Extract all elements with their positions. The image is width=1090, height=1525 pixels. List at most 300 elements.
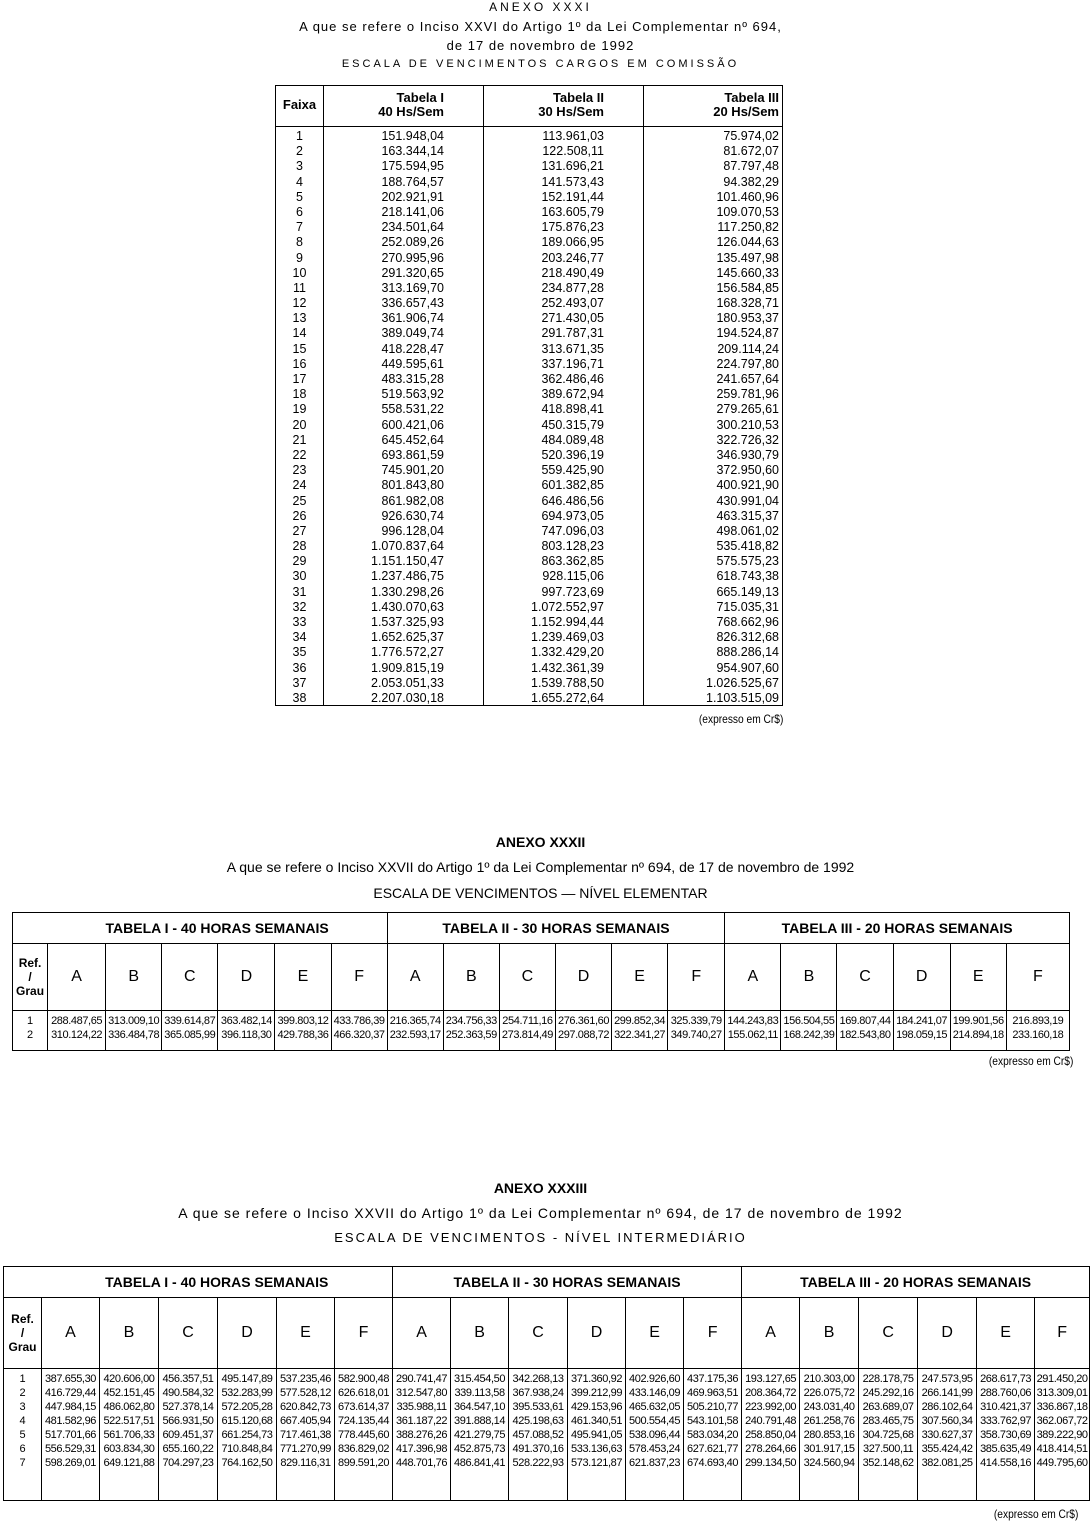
value-cell: 433.146,09 xyxy=(629,1387,681,1399)
faixa-header: Faixa xyxy=(282,97,317,112)
column-header: E xyxy=(950,944,1006,1011)
faixa-cell: 19 xyxy=(292,402,307,416)
value-cell: 491.370,16 xyxy=(512,1443,564,1455)
value-cell: 519.563,92 xyxy=(381,387,444,401)
column-header: A xyxy=(742,1298,800,1369)
value-cell: 1.152.994,44 xyxy=(531,615,604,629)
value-cell: 243.031,40 xyxy=(803,1401,855,1413)
value-cell: 826.312,68 xyxy=(716,630,779,644)
value-cell: 291.320,65 xyxy=(381,266,444,280)
value-cell: 1.539.788,50 xyxy=(531,676,604,690)
value-cell: 145.660,33 xyxy=(716,266,779,280)
value-cell: 573.121,87 xyxy=(571,1457,623,1469)
faixa-cell: 7 xyxy=(296,220,303,234)
value-cell: 216.365,74 xyxy=(389,1015,441,1027)
value-cell: 301.917,15 xyxy=(803,1443,855,1455)
ref-grau-header xyxy=(4,1298,42,1369)
column-header: E xyxy=(277,1298,335,1369)
value-cell: 389.672,94 xyxy=(541,387,604,401)
value-cell: 674.693,40 xyxy=(687,1457,739,1469)
value-cell: 335.988,11 xyxy=(396,1401,447,1413)
value-cell: 486.062,80 xyxy=(103,1401,155,1413)
value-cell: 801.843,80 xyxy=(381,478,444,492)
anexo31-subtitle-1: A que se refere o Inciso XXVI do Artigo 1º da Lei Complementar nº 694, xyxy=(299,19,782,34)
value-column xyxy=(918,1369,977,1501)
column-header: C xyxy=(499,944,555,1011)
value-cell: 421.279,75 xyxy=(454,1429,506,1441)
value-cell: 601.382,85 xyxy=(541,478,604,492)
value-cell: 448.701,76 xyxy=(396,1457,448,1469)
value-cell: 764.162,50 xyxy=(221,1457,273,1469)
grade-number: 1 xyxy=(19,1373,26,1385)
column-header: C xyxy=(162,944,218,1011)
anexo33-note: (expresso em Cr$) xyxy=(993,1507,1078,1521)
value-cell: 618.743,38 xyxy=(716,569,779,583)
value-cell: 226.075,72 xyxy=(803,1387,855,1399)
value-cell: 135.497,98 xyxy=(716,251,779,265)
value-cell: 312.547,80 xyxy=(396,1387,448,1399)
value-column xyxy=(100,1369,159,1501)
value-column xyxy=(977,1369,1035,1501)
value-cell: 342.268,13 xyxy=(512,1373,564,1385)
value-column xyxy=(742,1369,800,1501)
column-header: F xyxy=(1035,1298,1090,1369)
value-cell: 899.591,20 xyxy=(338,1457,390,1469)
value-cell: 997.723,69 xyxy=(541,585,604,599)
table-row xyxy=(276,311,782,326)
value-cell: 279.265,61 xyxy=(716,402,779,416)
value-cell: 151.948,04 xyxy=(381,129,444,143)
value-cell: 768.662,96 xyxy=(716,615,779,629)
table-row xyxy=(276,387,782,402)
value-cell: 437.175,36 xyxy=(687,1373,739,1385)
faixa-cell: 2 xyxy=(296,144,303,158)
value-cell: 694.973,05 xyxy=(541,509,604,523)
value-cell: 745.901,20 xyxy=(381,463,444,477)
corner-cell xyxy=(4,1267,42,1298)
value-cell: 193.127,65 xyxy=(745,1373,797,1385)
value-cell: 94.382,29 xyxy=(723,175,779,189)
value-cell: 996.128,04 xyxy=(381,524,444,538)
column-header: A xyxy=(393,1298,451,1369)
faixa-cell: 17 xyxy=(292,372,307,386)
value-column xyxy=(162,1011,218,1051)
value-cell: 693.861,59 xyxy=(381,448,444,462)
faixa-cell: 6 xyxy=(296,205,303,219)
value-column xyxy=(950,1011,1006,1051)
value-cell: 363.482,14 xyxy=(220,1015,272,1027)
value-cell: 163.605,79 xyxy=(541,205,604,219)
value-cell: 1.237.486,75 xyxy=(371,569,444,583)
value-cell: 266.141,99 xyxy=(921,1387,973,1399)
value-cell: 382.081,25 xyxy=(921,1457,973,1469)
value-cell: 517.701,66 xyxy=(44,1429,97,1441)
value-cell: 645.452,64 xyxy=(381,433,444,447)
faixa-cell: 18 xyxy=(292,387,307,401)
value-cell: 1.026.525,67 xyxy=(706,676,779,690)
column-header: E xyxy=(977,1298,1035,1369)
value-cell: 156.584,85 xyxy=(716,281,779,295)
value-cell: 395.533,61 xyxy=(512,1401,564,1413)
ref-grau-label: Ref. xyxy=(11,1312,34,1326)
value-cell: 500.554,45 xyxy=(629,1415,681,1427)
value-cell: 240.791,48 xyxy=(745,1415,797,1427)
faixa-cell: 5 xyxy=(296,190,303,204)
value-cell: 362.486,46 xyxy=(541,372,604,386)
table-row xyxy=(276,676,782,691)
value-cell: 81.672,07 xyxy=(723,144,779,158)
value-cell: 861.982,08 xyxy=(381,494,444,508)
value-cell: 528.222,93 xyxy=(512,1457,564,1469)
value-cell: 180.953,37 xyxy=(716,311,779,325)
value-column xyxy=(725,1011,781,1051)
value-cell: 210.303,00 xyxy=(803,1373,855,1385)
value-cell: 364.547,10 xyxy=(454,1401,506,1413)
anexo31-subtitle-3: ESCALA DE VENCIMENTOS CARGOS EM COMISSÃO xyxy=(341,58,740,70)
value-cell: 1.909.815,19 xyxy=(371,661,444,675)
faixa-cell: 14 xyxy=(292,326,307,340)
value-cell: 449.595,61 xyxy=(381,357,444,371)
column-header: C xyxy=(159,1298,218,1369)
value-cell: 520.396,19 xyxy=(541,448,604,462)
value-cell: 538.096,44 xyxy=(629,1429,681,1441)
value-cell: 339.614,87 xyxy=(164,1015,216,1027)
value-cell: 863.362,85 xyxy=(541,554,604,568)
value-column xyxy=(218,1011,275,1051)
value-column xyxy=(42,1369,100,1501)
column-header: F xyxy=(1006,944,1069,1011)
faixa-cell: 37 xyxy=(292,676,307,690)
value-cell: 361.187,22 xyxy=(396,1415,448,1427)
value-cell: 389.222,90 xyxy=(1036,1429,1088,1441)
table-row xyxy=(276,585,782,600)
value-cell: 463.315,37 xyxy=(716,509,779,523)
value-cell: 313.309,01 xyxy=(1036,1387,1088,1399)
value-cell: 310.421,37 xyxy=(980,1401,1032,1413)
value-cell: 1.776.572,27 xyxy=(371,645,444,659)
faixa-cell: 22 xyxy=(292,448,307,462)
value-cell: 278.264,66 xyxy=(745,1443,797,1455)
value-cell: 252.089,26 xyxy=(381,235,444,249)
value-cell: 566.931,50 xyxy=(162,1415,214,1427)
value-column xyxy=(48,1011,106,1051)
table-row xyxy=(276,235,782,250)
value-column xyxy=(568,1369,626,1501)
grade-number: 2 xyxy=(19,1387,26,1399)
value-cell: 291.787,31 xyxy=(541,326,604,340)
value-cell: 175.594,95 xyxy=(381,159,444,173)
table-row xyxy=(276,539,782,554)
value-cell: 416.729,44 xyxy=(44,1387,97,1399)
value-cell: 615.120,68 xyxy=(221,1415,273,1427)
column-header: B xyxy=(451,1298,509,1369)
value-cell: 533.136,63 xyxy=(571,1443,623,1455)
value-cell: 425.198,63 xyxy=(512,1415,564,1427)
value-cell: 87.797,48 xyxy=(723,159,779,173)
value-cell: 1.655.272,64 xyxy=(531,691,604,705)
value-cell: 156.504,55 xyxy=(783,1015,835,1027)
value-cell: 144.243,83 xyxy=(727,1015,779,1027)
column-header: D xyxy=(918,1298,977,1369)
grade-number: 1 xyxy=(26,1015,34,1027)
value-cell: 288.760,06 xyxy=(980,1387,1032,1399)
value-cell: 339.113,58 xyxy=(454,1387,505,1399)
value-cell: 168.242,39 xyxy=(783,1029,835,1041)
value-cell: 254.711,16 xyxy=(502,1015,553,1027)
value-cell: 202.921,91 xyxy=(381,190,444,204)
value-cell: 457.088,52 xyxy=(512,1429,564,1441)
value-cell: 182.543,80 xyxy=(839,1029,891,1041)
value-cell: 333.762,97 xyxy=(980,1415,1032,1427)
value-cell: 198.059,15 xyxy=(896,1029,948,1041)
table-row xyxy=(276,129,782,144)
value-cell: 271.430,05 xyxy=(541,311,604,325)
value-cell: 2.207.030,18 xyxy=(371,691,444,705)
table-row xyxy=(276,569,782,584)
faixa-cell: 36 xyxy=(292,661,307,675)
value-cell: 101.460,96 xyxy=(716,190,779,204)
faixa-cell: 21 xyxy=(292,433,307,447)
value-cell: 290.741,47 xyxy=(396,1373,448,1385)
value-cell: 336.867,18 xyxy=(1036,1401,1088,1413)
value-cell: 928.115,06 xyxy=(542,569,604,583)
column-header: F xyxy=(684,1298,742,1369)
value-column xyxy=(626,1369,684,1501)
value-cell: 113.961,03 xyxy=(542,129,604,143)
value-column xyxy=(781,1011,837,1051)
value-cell: 486.841,41 xyxy=(454,1457,506,1469)
value-cell: 417.396,98 xyxy=(396,1443,448,1455)
table-row xyxy=(276,630,782,645)
value-cell: 430.991,04 xyxy=(716,494,779,508)
faixa-cell: 35 xyxy=(292,645,307,659)
table-row xyxy=(276,357,782,372)
table-row xyxy=(276,478,782,493)
faixa-cell: 29 xyxy=(292,554,307,568)
value-cell: 498.061,02 xyxy=(716,524,779,538)
value-cell: 572.205,28 xyxy=(221,1401,273,1413)
value-cell: 307.560,34 xyxy=(921,1415,973,1427)
faixa-cell: 10 xyxy=(292,266,307,280)
value-column xyxy=(555,1011,611,1051)
value-cell: 304.725,68 xyxy=(862,1429,914,1441)
value-cell: 385.635,49 xyxy=(980,1443,1032,1455)
value-cell: 270.995,96 xyxy=(381,251,444,265)
value-cell: 1.430.070,63 xyxy=(371,600,444,614)
group-header: TABELA I - 40 HORAS SEMANAIS xyxy=(48,913,388,944)
value-column xyxy=(800,1369,859,1501)
column-header: E xyxy=(275,944,331,1011)
ref-grau-label: Ref. xyxy=(18,956,42,970)
value-cell: 556.529,31 xyxy=(44,1443,97,1455)
value-column xyxy=(859,1369,918,1501)
faixa-cell: 3 xyxy=(296,159,303,173)
table-row xyxy=(276,190,782,205)
value-cell: 216.893,19 xyxy=(1012,1015,1064,1027)
value-cell: 414.558,16 xyxy=(980,1457,1032,1469)
value-cell: 273.814,49 xyxy=(501,1029,553,1041)
faixa-cell: 13 xyxy=(292,311,307,325)
table-row xyxy=(276,645,782,660)
column-header: F xyxy=(668,944,725,1011)
value-cell: 452.875,73 xyxy=(454,1443,506,1455)
value-column xyxy=(331,1011,387,1051)
value-cell: 561.706,33 xyxy=(103,1429,155,1441)
value-cell: 336.484,78 xyxy=(108,1029,160,1041)
value-cell: 665.149,13 xyxy=(716,585,779,599)
value-cell: 673.614,37 xyxy=(338,1401,390,1413)
table-row xyxy=(276,448,782,463)
anexo33-subtitle-1: A que se refere o Inciso XXVII do Artigo 1º da Lei Complementar nº 694, de 17 de novembro de 1992 xyxy=(178,1205,903,1221)
value-cell: 418.228,47 xyxy=(381,342,444,356)
value-column xyxy=(668,1011,725,1051)
value-cell: 747.096,03 xyxy=(541,524,604,538)
value-cell: 715.035,31 xyxy=(716,600,779,614)
grade-number: 3 xyxy=(19,1401,26,1413)
value-cell: 1.070.837,64 xyxy=(371,539,444,553)
value-cell: 349.740,27 xyxy=(670,1029,722,1041)
value-cell: 543.101,58 xyxy=(687,1415,739,1427)
value-cell: 218.490,49 xyxy=(541,266,604,280)
value-cell: 583.034,20 xyxy=(687,1429,739,1441)
value-cell: 661.254,73 xyxy=(221,1429,273,1441)
value-cell: 649.121,88 xyxy=(103,1457,155,1469)
value-cell: 361.906,74 xyxy=(381,311,444,325)
value-cell: 626.618,01 xyxy=(338,1387,390,1399)
value-column xyxy=(893,1011,950,1051)
value-cell: 558.531,22 xyxy=(381,402,444,416)
value-cell: 389.049,74 xyxy=(381,326,444,340)
group-header: TABELA II - 30 HORAS SEMANAIS xyxy=(387,913,725,944)
value-cell: 465.632,05 xyxy=(629,1401,681,1413)
value-cell: 1.537.325,93 xyxy=(371,615,444,629)
value-cell: 327.500,11 xyxy=(862,1443,914,1455)
anexo32-subtitle-1: A que se refere o Inciso XXVII do Artigo 1º da Lei Complementar nº 694, de 17 de novembro de 1992 xyxy=(226,859,855,875)
table-row xyxy=(276,524,782,539)
table-row xyxy=(276,509,782,524)
tabela-1-header: Tabela I 40 Hs/Sem xyxy=(378,90,444,119)
value-cell: 600.421,06 xyxy=(381,418,444,432)
faixa-cell: 1 xyxy=(296,129,303,143)
value-cell: 582.900,48 xyxy=(338,1373,390,1385)
value-cell: 218.141,06 xyxy=(381,205,444,219)
value-cell: 1.652.625,37 xyxy=(371,630,444,644)
value-cell: 234.501,64 xyxy=(381,220,444,234)
faixa-cell: 20 xyxy=(292,418,307,432)
anexo33-subtitle-2: ESCALA DE VENCIMENTOS - NÍVEL INTERMEDIÁRIO xyxy=(334,1230,747,1245)
table-row xyxy=(276,418,782,433)
value-cell: 829.116,31 xyxy=(280,1457,331,1469)
table-row xyxy=(276,554,782,569)
table-row xyxy=(276,296,782,311)
value-cell: 268.617,73 xyxy=(980,1373,1032,1385)
value-cell: 429.788,36 xyxy=(277,1029,329,1041)
table-row xyxy=(276,661,782,676)
value-cell: 603.834,30 xyxy=(103,1443,155,1455)
value-cell: 299.134,50 xyxy=(745,1457,797,1469)
faixa-cell: 27 xyxy=(292,524,307,538)
value-cell: 288.487,65 xyxy=(51,1015,103,1027)
value-cell: 667.405,94 xyxy=(279,1415,332,1427)
value-cell: 276.361,60 xyxy=(557,1015,610,1027)
anexo32-note: (expresso em Cr$) xyxy=(988,1054,1073,1068)
value-cell: 313.169,70 xyxy=(381,281,444,295)
value-cell: 286.102,64 xyxy=(921,1401,973,1413)
tabela-3-header: Tabela III 20 Hs/Sem xyxy=(713,90,779,119)
tabela-2-header: Tabela II 30 Hs/Sem xyxy=(538,90,604,119)
faixa-cell: 25 xyxy=(292,494,307,508)
value-cell: 836.829,02 xyxy=(338,1443,390,1455)
value-cell: 578.453,24 xyxy=(629,1443,681,1455)
value-cell: 388.276,26 xyxy=(396,1429,448,1441)
value-column xyxy=(277,1369,335,1501)
value-cell: 535.418,82 xyxy=(716,539,779,553)
table-row xyxy=(276,463,782,478)
group-header: TABELA I - 40 HORAS SEMANAIS xyxy=(42,1267,393,1298)
value-cell: 954.907,60 xyxy=(716,661,779,675)
table-row xyxy=(276,159,782,174)
value-cell: 620.842,73 xyxy=(279,1401,332,1413)
table-row xyxy=(276,220,782,235)
grade-number: 4 xyxy=(19,1415,26,1427)
value-cell: 184.241,07 xyxy=(896,1015,948,1027)
value-cell: 717.461,38 xyxy=(279,1429,332,1441)
faixa-cell: 30 xyxy=(292,569,307,583)
value-cell: 141.573,43 xyxy=(541,175,604,189)
value-cell: 117.250,82 xyxy=(717,220,779,234)
value-cell: 259.781,96 xyxy=(716,387,779,401)
value-cell: 391.888,14 xyxy=(454,1415,506,1427)
ref-grau-label: Grau xyxy=(8,1340,37,1354)
value-cell: 252.493,07 xyxy=(541,296,604,310)
value-cell: 199.901,56 xyxy=(952,1015,1004,1027)
value-cell: 152.191,44 xyxy=(541,190,604,204)
value-cell: 710.848,84 xyxy=(221,1443,273,1455)
value-column xyxy=(837,1011,893,1051)
value-cell: 400.921,90 xyxy=(716,478,779,492)
grade-number: 7 xyxy=(19,1457,26,1469)
value-cell: 252.363,59 xyxy=(445,1029,497,1041)
column-header: A xyxy=(48,944,106,1011)
value-cell: 429.153,96 xyxy=(571,1401,623,1413)
value-cell: 214.894,18 xyxy=(952,1029,1004,1041)
table-row xyxy=(276,600,782,615)
value-column xyxy=(106,1011,162,1051)
column-header: C xyxy=(509,1298,568,1369)
value-cell: 481.582,96 xyxy=(44,1415,97,1427)
ref-grau-header xyxy=(13,944,48,1011)
value-cell: 300.210,53 xyxy=(716,418,779,432)
value-cell: 355.424,42 xyxy=(921,1443,973,1455)
table-row xyxy=(276,615,782,630)
group-header: TABELA II - 30 HORAS SEMANAIS xyxy=(393,1267,742,1298)
value-cell: 358.730,69 xyxy=(980,1429,1032,1441)
value-cell: 609.451,37 xyxy=(162,1429,214,1441)
table-row xyxy=(276,342,782,357)
faixa-cell: 26 xyxy=(292,509,307,523)
value-cell: 466.320,37 xyxy=(333,1029,385,1041)
value-cell: 352.148,62 xyxy=(862,1457,914,1469)
value-cell: 449.795,60 xyxy=(1036,1457,1088,1469)
value-cell: 402.926,60 xyxy=(629,1373,681,1385)
faixa-cell: 11 xyxy=(293,281,306,295)
faixa-cell: 12 xyxy=(292,296,307,310)
value-column xyxy=(1035,1369,1090,1501)
value-cell: 322.726,32 xyxy=(716,433,779,447)
value-cell: 223.992,00 xyxy=(745,1401,797,1413)
value-cell: 280.853,16 xyxy=(803,1429,855,1441)
value-cell: 1.151.150,47 xyxy=(371,554,444,568)
